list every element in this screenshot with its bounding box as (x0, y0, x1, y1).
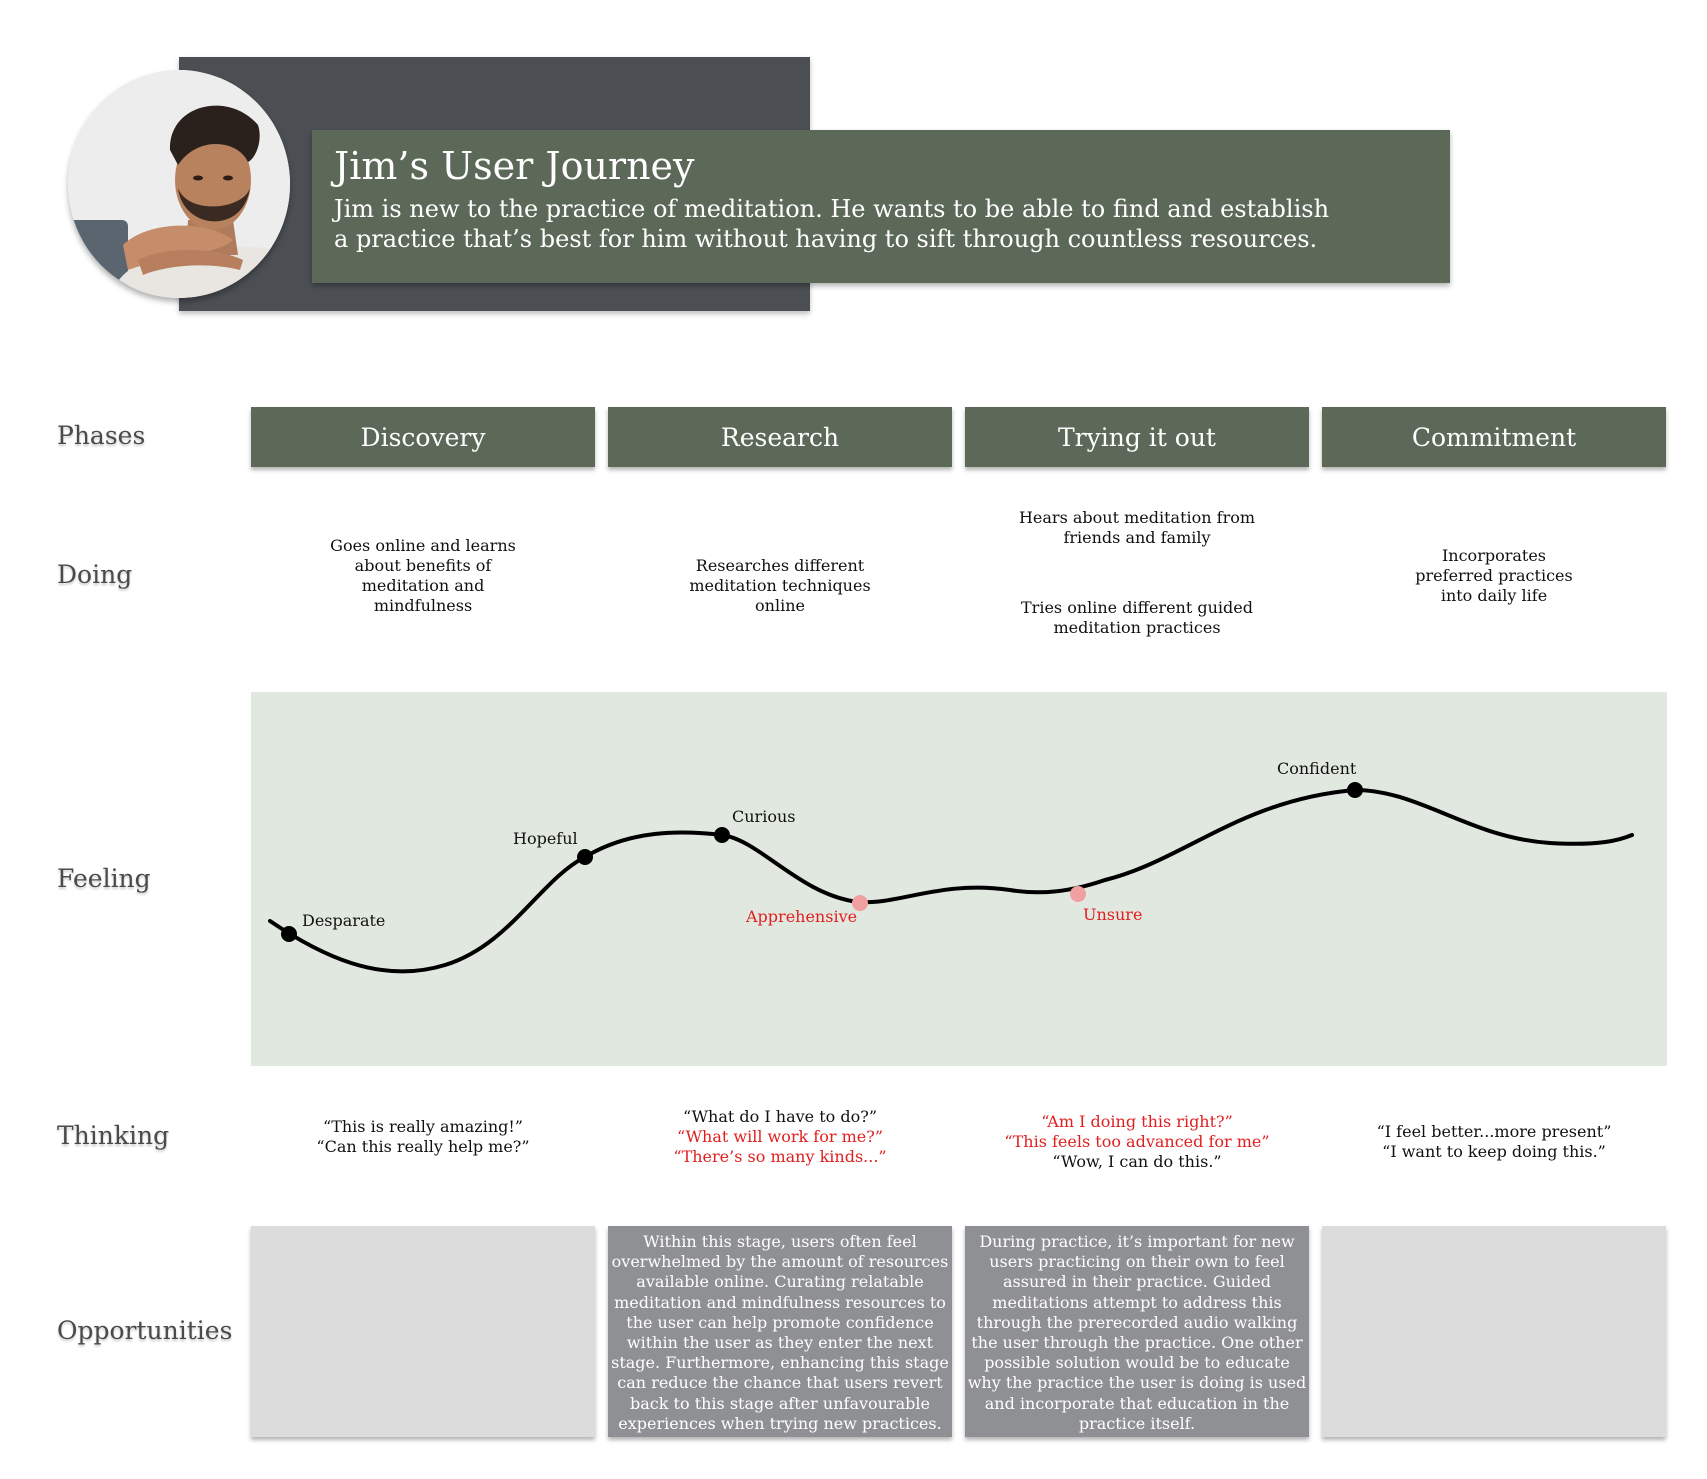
doing-trying-2: Tries online different guided meditation practices (1021, 598, 1253, 637)
doing-trying-1: Hears about meditation from friends and family (1018, 508, 1256, 547)
thinking-research (630, 1107, 930, 1167)
opportunity-commitment (1322, 1226, 1666, 1437)
thought-negative: “Am I doing this right?” (1041, 1112, 1233, 1131)
row-label-phases: Phases (57, 421, 146, 450)
thought: “Can this really help me?” (316, 1137, 530, 1156)
thought-negative: “What will work for me?” (676, 1127, 883, 1146)
persona-description: Jim is new to the practice of meditation. He wants to be able to find and establish a practice that’s best for him without having to sift through countless resources. (334, 195, 1330, 253)
thought: “This is really amazing!” (323, 1117, 523, 1136)
dot-hopeful (577, 849, 593, 865)
phase-discovery: Discovery (251, 407, 595, 467)
thought: “I feel better...more present” (1376, 1122, 1612, 1141)
thought-negative: “There’s so many kinds...” (673, 1147, 887, 1166)
dot-unsure (1070, 886, 1086, 902)
thinking-discovery (273, 1117, 573, 1157)
row-label-opportunities: Opportunities (57, 1316, 233, 1345)
phase-trying-it-out: Trying it out (965, 407, 1309, 467)
row-label-thinking: Thinking (57, 1121, 170, 1150)
label-desparate: Desparate (302, 911, 386, 930)
label-hopeful: Hopeful (513, 829, 578, 848)
label-confident: Confident (1277, 759, 1357, 778)
opportunity-trying: During practice, it’s important for new users practicing on their own to feel assured in their practice. Guided meditations attempt to address this through the prerecorded audio walking the user through the practice. One other possible solution would be to educate why the practice the user is doing is used and incorporate that education in the practice itself. (965, 1226, 1309, 1437)
doing-discovery: Goes online and learns about benefits of meditation and mindfulness (330, 536, 516, 615)
label-curious: Curious (732, 807, 796, 826)
label-apprehensive: Apprehensive (746, 907, 858, 926)
phase-commitment: Commitment (1322, 407, 1666, 467)
dot-curious (714, 827, 730, 843)
thought: “Wow, I can do this.” (1052, 1152, 1222, 1171)
doing-research: Researches different meditation techniques online (689, 556, 871, 615)
thought-negative: “This feels too advanced for me” (1004, 1132, 1270, 1151)
page-title: Jim’s User Journey (334, 144, 695, 188)
dot-desparate (281, 926, 297, 942)
dot-confident (1347, 782, 1363, 798)
opportunity-discovery (251, 1226, 595, 1437)
emotion-curve (270, 790, 1632, 971)
thinking-commitment (1344, 1122, 1644, 1162)
thought: “I want to keep doing this.” (1382, 1142, 1606, 1161)
row-label-doing: Doing (57, 560, 133, 589)
phase-research: Research (608, 407, 952, 467)
thought: “What do I have to do?” (682, 1107, 877, 1126)
opportunity-research: Within this stage, users often feel overwhelmed by the amount of resources available online. Curating relatable meditation and mindfulness resources to the user can help promote confidence within the user as they enter the next stage. Furthermore, enhancing this stage can reduce the chance that users revert back to this stage after unfavourable experiences when trying new practices. (608, 1226, 952, 1437)
thinking-trying (987, 1112, 1287, 1172)
doing-commitment: Incorporates preferred practices into daily life (1415, 546, 1573, 605)
row-label-feeling: Feeling (57, 864, 151, 893)
label-unsure: Unsure (1083, 905, 1143, 924)
